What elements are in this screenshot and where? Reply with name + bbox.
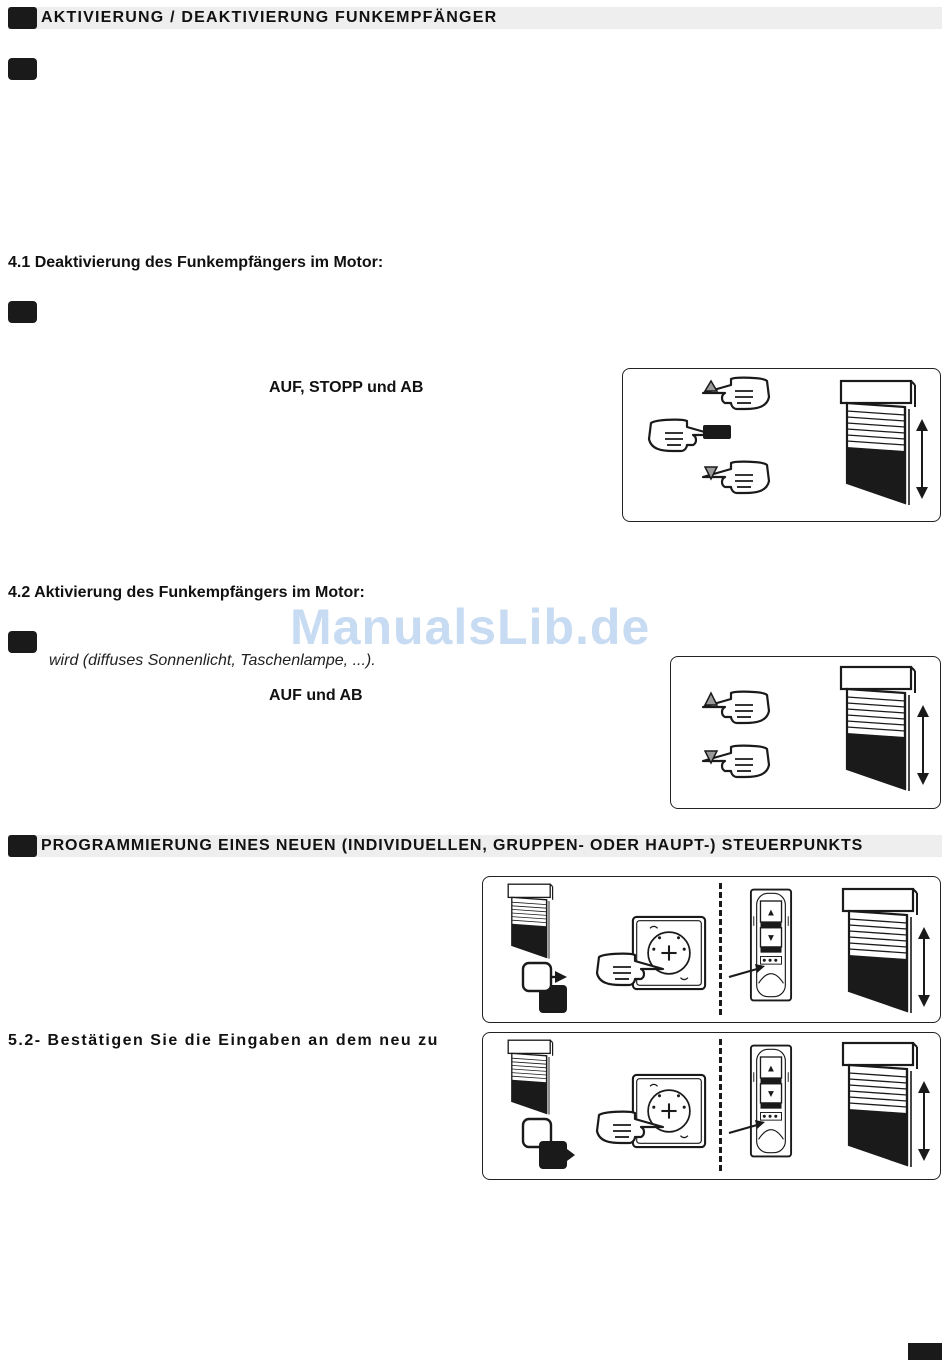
buttons-auf-ab: AUF und AB bbox=[269, 687, 363, 704]
handheld-remote-icon bbox=[749, 885, 793, 1005]
led-indicator-icon bbox=[521, 961, 575, 1015]
roller-shutter-icon bbox=[841, 887, 921, 1017]
info-marker-block bbox=[8, 58, 37, 80]
italic-light-note: wird (diffuses Sonnenlicht, Taschenlampe, ...). bbox=[49, 652, 376, 669]
step-5-2-text: 5.2- Bestätigen Sie die Eingaben an dem neu zu bbox=[8, 1032, 439, 1049]
step-divider bbox=[719, 1039, 722, 1171]
watermark: ManualsLib.de bbox=[290, 599, 651, 655]
section-5-title: PROGRAMMIERUNG EINES NEUEN (INDIVIDUELLEN, GRUPPEN- ODER HAUPT-) STEUERPUNKTS bbox=[41, 837, 864, 854]
roller-shutter-icon bbox=[507, 1039, 555, 1117]
page-number-tab bbox=[908, 1343, 942, 1360]
hand-press-up-icon bbox=[701, 689, 771, 725]
hand-pressing-icon bbox=[595, 1109, 665, 1145]
subsection-4-2-heading: 4.2 Aktivierung des Funkempfängers im Motor: bbox=[8, 584, 365, 601]
up-down-arrow-icon bbox=[917, 927, 931, 1007]
led-indicator-icon bbox=[521, 1117, 575, 1171]
step-marker-block bbox=[8, 301, 37, 323]
hand-press-stop-icon bbox=[647, 417, 731, 453]
figure-activate-receiver bbox=[670, 656, 941, 809]
step-divider bbox=[719, 883, 722, 1015]
subsection-4-1-heading: 4.1 Deaktivierung des Funkempfängers im Motor: bbox=[8, 254, 384, 271]
section-5-header bbox=[8, 835, 942, 857]
roller-shutter-icon bbox=[839, 665, 919, 795]
roller-shutter-icon bbox=[841, 1041, 921, 1171]
handheld-remote-icon bbox=[749, 1041, 793, 1161]
hand-press-down-icon bbox=[701, 459, 771, 495]
section-4-header bbox=[8, 7, 942, 29]
up-down-arrow-icon bbox=[915, 419, 929, 499]
hand-pressing-icon bbox=[595, 951, 665, 987]
pointer-arrow-icon bbox=[727, 1119, 767, 1135]
figure-programming-step-1 bbox=[482, 876, 941, 1023]
pointer-arrow-icon bbox=[727, 963, 767, 979]
figure-deactivate-receiver bbox=[622, 368, 941, 522]
roller-shutter-icon bbox=[507, 883, 555, 961]
section-number-tag bbox=[8, 835, 37, 857]
buttons-auf-stopp-ab: AUF, STOPP und AB bbox=[269, 379, 424, 396]
figure-programming-step-2 bbox=[482, 1032, 941, 1180]
up-down-arrow-icon bbox=[917, 1081, 931, 1161]
hand-press-down-icon bbox=[701, 743, 771, 779]
roller-shutter-icon bbox=[839, 379, 919, 509]
section-number-tag bbox=[8, 7, 37, 29]
step-marker-block bbox=[8, 631, 37, 653]
hand-press-up-icon bbox=[701, 375, 771, 411]
section-4-title: AKTIVIERUNG / DEAKTIVIERUNG FUNKEMPFÄNGER bbox=[41, 9, 498, 26]
up-down-arrow-icon bbox=[916, 705, 930, 785]
